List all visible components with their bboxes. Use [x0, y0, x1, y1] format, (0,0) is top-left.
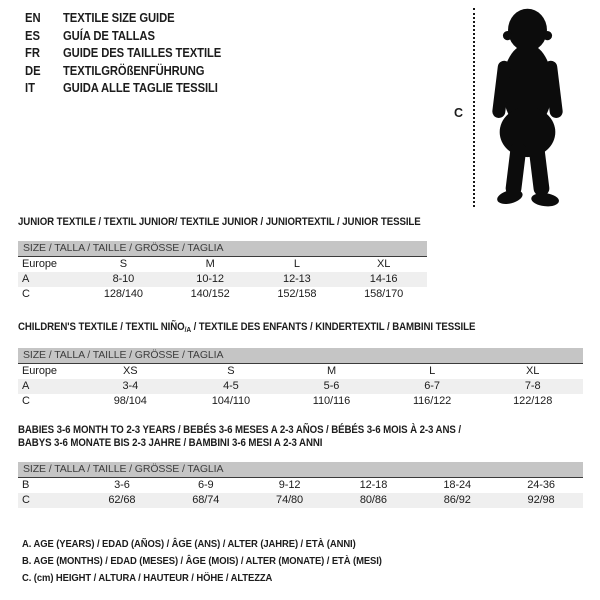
cell: 6-7 — [424, 380, 440, 392]
cell: 68/74 — [192, 494, 220, 506]
cell: 9-12 — [278, 479, 301, 491]
language-row-fr — [25, 45, 239, 63]
legend — [22, 536, 422, 587]
language-title: GUÍA DE TALLAS — [63, 28, 156, 43]
row-label: Europe — [22, 258, 57, 270]
cell: S — [119, 258, 127, 270]
cell: L — [429, 365, 436, 377]
subscript-a: /A — [184, 325, 192, 334]
cell: 128/140 — [103, 288, 143, 300]
row-label: Europe — [22, 365, 57, 377]
size-header-bar: SIZE / TALLA / TAILLE / GRÖSSE / TAGLIA — [18, 348, 583, 364]
cell: 140/152 — [190, 288, 230, 300]
row-label: C — [22, 494, 30, 506]
table-row — [18, 272, 427, 287]
cell: 6-9 — [197, 479, 214, 491]
cell: 12-13 — [283, 273, 311, 285]
cell: 104/110 — [211, 395, 251, 407]
cell: 10-12 — [196, 273, 224, 285]
table-row — [18, 394, 583, 409]
language-row-it — [25, 80, 239, 98]
language-title-list — [25, 10, 239, 98]
language-code: IT — [25, 81, 35, 95]
babies-size-table — [18, 462, 583, 508]
cell: 18-24 — [443, 479, 472, 491]
cell: 86/92 — [443, 494, 471, 506]
children-section-title: CHILDREN'S TEXTILE / TEXTIL $NIÑO_{/A}$ / TEXTILE DES ENFANTS / KINDERTEXTIL / BAMBINI TESSILE — [18, 321, 476, 334]
cell: 12-18 — [359, 479, 388, 491]
cell: 24-36 — [527, 479, 555, 491]
cell: L — [293, 258, 300, 270]
language-title: GUIDE DES TAILLES TEXTILE — [63, 46, 222, 60]
cell: 3-4 — [122, 380, 139, 392]
table-row — [18, 364, 583, 380]
footnote-c: C. (cm) HEIGHT / ALTURA / HAUTEUR / HÖHE / ALTEZZA — [22, 572, 273, 584]
babies-section — [18, 424, 583, 508]
cell: XL — [376, 258, 391, 270]
cell: XL — [526, 365, 540, 377]
row-label: C — [22, 288, 30, 300]
cell: 5-6 — [323, 380, 340, 392]
cell: 62/68 — [108, 494, 136, 506]
language-code: ES — [25, 28, 41, 43]
cell: 122/128 — [513, 395, 553, 407]
children-size-table — [18, 348, 583, 409]
cell: 3-6 — [114, 479, 130, 491]
junior-size-table — [18, 241, 427, 302]
cell: 74/80 — [276, 494, 304, 506]
size-header-bar: SIZE / TALLA / TAILLE / GRÖSSE / TAGLIA — [18, 462, 583, 478]
table-row — [18, 478, 583, 494]
language-title: TEXTILE SIZE GUIDE — [63, 11, 176, 25]
toddler-silhouette-icon — [481, 5, 574, 209]
table-row — [18, 379, 583, 394]
cell: 116/122 — [412, 395, 452, 407]
cell: 158/170 — [364, 288, 404, 300]
row-label: A — [22, 273, 30, 285]
height-label: C — [454, 106, 464, 120]
language-code: FR — [25, 46, 41, 60]
row-label: B — [22, 479, 30, 491]
cell: 92/98 — [527, 494, 555, 506]
babies-title-line2: BABYS 3-6 MONATE BIS 2-3 JAHRE / BAMBINI 3-6 MESI A 2-3 ANNI — [18, 437, 323, 449]
cell: M — [326, 365, 337, 377]
language-title: GUIDA ALLE TAGLIE TESSILI — [63, 81, 219, 95]
cell: S — [227, 365, 235, 377]
cell: 4-5 — [223, 380, 239, 392]
language-row-de — [25, 63, 239, 81]
cell: 7-8 — [524, 380, 541, 392]
cell: 98/104 — [113, 395, 147, 407]
table-row — [18, 493, 583, 508]
cell: 14-16 — [369, 273, 398, 285]
cell: 152/158 — [277, 288, 317, 300]
cell: 110/116 — [312, 395, 351, 407]
row-label: A — [22, 380, 30, 392]
language-code: EN — [25, 11, 41, 25]
cell: 80/86 — [359, 494, 387, 506]
footnote-a: A. AGE (YEARS) / EDAD (AÑOS) / ÂGE (ANS) / ALTER (JAHRE) / ETÀ (ANNI) — [22, 538, 356, 550]
footnote-b: B. AGE (MONTHS) / EDAD (MESES) / ÂGE (MOIS) / ALTER (MONATE) / ETÀ (MESI) — [22, 555, 382, 567]
size-header-bar: SIZE / TALLA / TAILLE / GRÖSSE / TAGLIA — [18, 241, 427, 257]
junior-section — [18, 216, 427, 302]
table-row — [18, 287, 427, 302]
row-label: C — [22, 395, 30, 407]
cell: 8-10 — [112, 273, 135, 285]
language-title: TEXTILGRÖßENFÜHRUNG — [63, 63, 205, 78]
language-row-en — [25, 10, 239, 28]
junior-section-title: JUNIOR TEXTILE / TEXTIL JUNIOR/ TEXTILE JUNIOR / JUNIORTEXTIL / JUNIOR TESSILE — [18, 216, 421, 228]
language-code: DE — [25, 63, 41, 78]
babies-section-title — [18, 424, 583, 450]
cell: XS — [123, 365, 138, 377]
height-dashed-line — [473, 8, 475, 207]
language-row-es — [25, 28, 239, 46]
babies-title-line1: BABIES 3-6 MONTH TO 2-3 YEARS / BEBÉS 3-6 MESES A 2-3 AÑOS / BÉBÉS 3-6 MOIS À 2-3 ANS / — [18, 424, 461, 436]
cell: M — [205, 258, 215, 270]
table-row — [18, 257, 427, 273]
children-section — [18, 321, 583, 409]
